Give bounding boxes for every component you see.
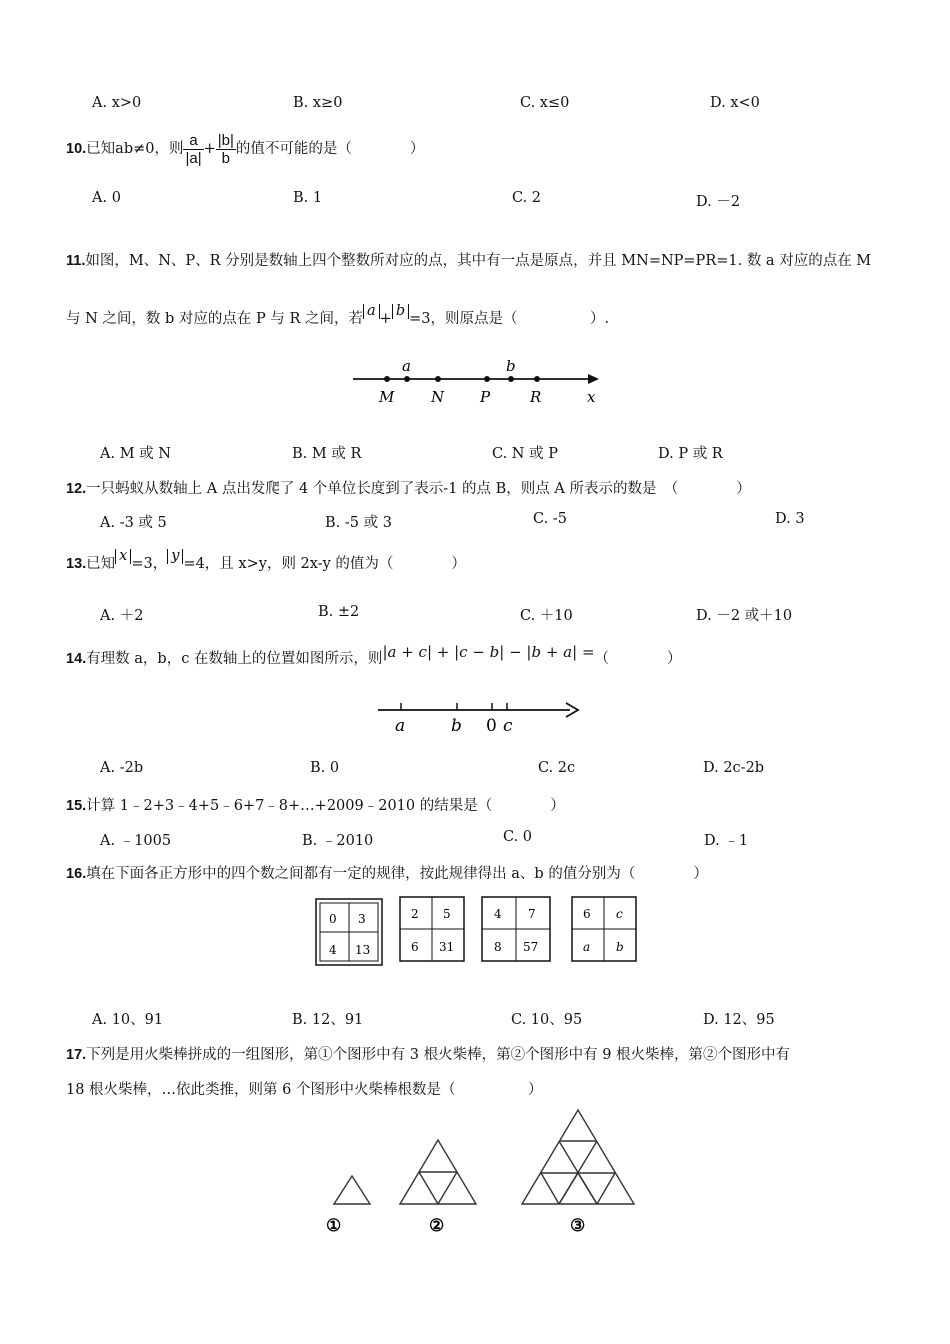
q10-option-c: C. 2 [512, 190, 542, 206]
q11-option-a: A. M 或 N [100, 446, 171, 462]
q12-option-b: B. -5 或 3 [325, 515, 392, 531]
q11-axis-arrow [588, 374, 599, 384]
q11-line1-text: 如图，M、N、P、R 分别是数轴上四个整数所对应的点，其中有一点是原点，并且 MN=NP=PR=1. 数 a 对应的点在 M [85, 253, 872, 269]
q13-option-d: D. －2 或＋10 [696, 608, 793, 624]
q16-grid3-cell4: 57 [523, 940, 539, 954]
q11-label-N: N [431, 388, 445, 406]
q11-label-a: a [402, 357, 411, 375]
q16-grid2-cell1: 2 [411, 907, 419, 921]
q16-grid2-cell4: 31 [439, 940, 455, 954]
q11-point-R [534, 376, 540, 382]
q16-grid3-cell2: 7 [528, 907, 536, 921]
q12-option-c: C. -5 [533, 511, 567, 527]
q11-option-c: C. N 或 P [492, 446, 558, 462]
q17-matchstick-figure [310, 1106, 640, 1236]
q16-number: 16. [66, 866, 87, 882]
q10-fraction-2: $\frac{|b|}{b}$ [217, 131, 234, 167]
q17-label-2: ② [429, 1216, 445, 1236]
q11-line2-post: =3，则原点是（ ）. [409, 311, 610, 327]
q16-grid4-cell4: b [616, 940, 624, 954]
q14-option-b: B. 0 [310, 760, 340, 776]
q16-grid-1 [316, 899, 382, 965]
q11-label-P: P [480, 388, 491, 406]
q12-option-a: A. -3 或 5 [100, 515, 167, 531]
q15-number: 15. [66, 798, 87, 814]
q15-option-c: C. 0 [503, 829, 533, 845]
q15-option-d: D. ﹣1 [704, 833, 749, 849]
q16-grid3-cell1: 4 [494, 907, 502, 921]
q10-pre: 已知ab≠0，则 [86, 141, 184, 157]
q10-number: 10. [66, 141, 87, 157]
q11-point-P [484, 376, 490, 382]
q16-grid4-cell3: a [583, 940, 591, 954]
q9-option-b: B. x≥0 [293, 95, 343, 111]
q11-abs-b: b [392, 304, 409, 319]
q17-figure-3 [522, 1110, 634, 1204]
q10-post: 的值不可能的是（ ） [235, 141, 425, 157]
q11-label-R: R [530, 388, 542, 406]
q11-point-b [508, 376, 514, 382]
q14-label-b: b [451, 716, 462, 736]
q14-label-c: c [503, 716, 513, 736]
q13-option-b: B. ±2 [318, 604, 360, 620]
q12-text: 一只蚂蚁从数轴上 A 点出发爬了 4 个单位长度到了表示-1 的点 B，则点 A 所表示的数是 （ ） [86, 481, 751, 497]
q16-grid4-cell1: 6 [583, 907, 591, 921]
q16-grid-4 [572, 897, 636, 961]
q14-number-line-figure [370, 696, 590, 738]
q16-option-b: B. 12、91 [292, 1012, 364, 1028]
q16-text: 填在下面各正方形中的四个数之间都有一定的规律，按此规律得出 a、b 的值分别为（ ） [86, 866, 708, 882]
q10-fraction-1: $\frac{a}{|a|}$ [185, 131, 202, 167]
q14-post: （ ） [594, 651, 682, 667]
q16-grid1-cell4: 13 [355, 943, 371, 957]
q16-grid2-cell2: 5 [443, 907, 451, 921]
q16-stem [66, 862, 708, 883]
q13-option-a: A. ＋2 [100, 608, 144, 624]
q14-pre: 有理数 a，b，c 在数轴上的位置如图所示，则 [86, 651, 383, 667]
q16-grid2-cell3: 6 [411, 940, 419, 954]
q11-number: 11. [66, 253, 86, 269]
q11-plus: + [379, 311, 392, 327]
q11-label-M: M [379, 388, 395, 406]
q13-option-c: C. ＋10 [520, 608, 573, 624]
q15-option-b: B. ﹣2010 [302, 833, 374, 849]
q13-stem [66, 546, 466, 582]
q16-grid4-cell2: c [616, 907, 623, 921]
q11-point-M [384, 376, 390, 382]
q9-option-a: A. x>0 [92, 95, 142, 111]
q11-option-b: B. M 或 R [292, 446, 362, 462]
q12-number: 12. [66, 481, 87, 497]
q14-label-a: a [395, 716, 406, 736]
q11-label-x: x [587, 388, 596, 406]
q9-option-c: C. x≤0 [520, 95, 570, 111]
q14-expression: |a + c| + |c − b| − |b + a| = [382, 643, 595, 661]
q10-option-a: A. 0 [92, 190, 121, 206]
q14-label-0: 0 [486, 716, 497, 736]
q17-figure-1 [334, 1176, 370, 1204]
q10-plus: + [203, 141, 216, 157]
q11-line2-pre: 与 N 之间，数 b 对应的点在 P 与 R 之间，若 [66, 311, 364, 327]
q11-option-d: D. P 或 R [658, 446, 723, 462]
q15-text: 计算 1﹣2+3﹣4+5﹣6+7﹣8+…+2009﹣2010 的结果是（ ） [86, 798, 565, 814]
q13-abs-y: y [167, 549, 183, 564]
q15-stem [66, 794, 565, 815]
q13-number: 13. [66, 556, 87, 572]
q14-option-c: C. 2c [538, 760, 576, 776]
q16-grids-figure [310, 893, 645, 973]
q17-number: 17. [66, 1047, 87, 1063]
q14-option-a: A. -2b [100, 760, 144, 776]
q17-label-3: ③ [570, 1216, 586, 1236]
q11-line2 [66, 304, 609, 334]
q17-line1 [66, 1043, 790, 1064]
q17-label-1: ① [326, 1216, 342, 1236]
q16-grid-2 [400, 897, 464, 961]
q15-option-a: A. ﹣1005 [100, 833, 172, 849]
q16-grid1-cell1: 0 [329, 912, 337, 926]
q9-option-d: D. x<0 [710, 95, 760, 111]
q11-number-line-figure [345, 352, 615, 412]
q11-point-a [404, 376, 410, 382]
q17-line1-text: 下列是用火柴棒拼成的一组图形，第①个图形中有 3 根火柴棒，第②个图形中有 9 根火柴棒，第②个图形中有 [86, 1047, 791, 1063]
q16-option-a: A. 10、91 [92, 1012, 164, 1028]
q10-option-d: D. －2 [696, 194, 741, 210]
q12-option-d: D. 3 [775, 511, 805, 527]
q11-label-b: b [506, 357, 516, 375]
q16-option-d: D. 12、95 [703, 1012, 775, 1028]
q14-number: 14. [66, 651, 87, 667]
q16-grid1-cell2: 3 [358, 912, 366, 926]
q16-grid1-cell3: 4 [329, 943, 337, 957]
q11-point-N [435, 376, 441, 382]
q16-option-c: C. 10、95 [511, 1012, 583, 1028]
q13-pre: 已知 [86, 556, 116, 572]
q12-stem [66, 477, 751, 498]
q14-option-d: D. 2c-2b [703, 760, 765, 776]
q17-figure-2 [400, 1140, 476, 1204]
q13-post: =4，且 x>y，则 2x-y 的值为（ ） [183, 556, 466, 572]
q13-mid: =3， [131, 556, 168, 572]
q17-line2: 18 根火柴棒，…依此类推，则第 6 个图形中火柴棒根数是（ ） [66, 1082, 543, 1098]
q13-abs-x: x [115, 549, 131, 564]
q11-line1 [66, 249, 871, 270]
q10-option-b: B. 1 [293, 190, 323, 206]
q11-abs-a: a [363, 304, 380, 319]
q10-stem [66, 128, 424, 170]
q16-grid3-cell3: 8 [494, 940, 502, 954]
q16-grid-3 [482, 897, 550, 961]
q14-stem [66, 640, 682, 677]
